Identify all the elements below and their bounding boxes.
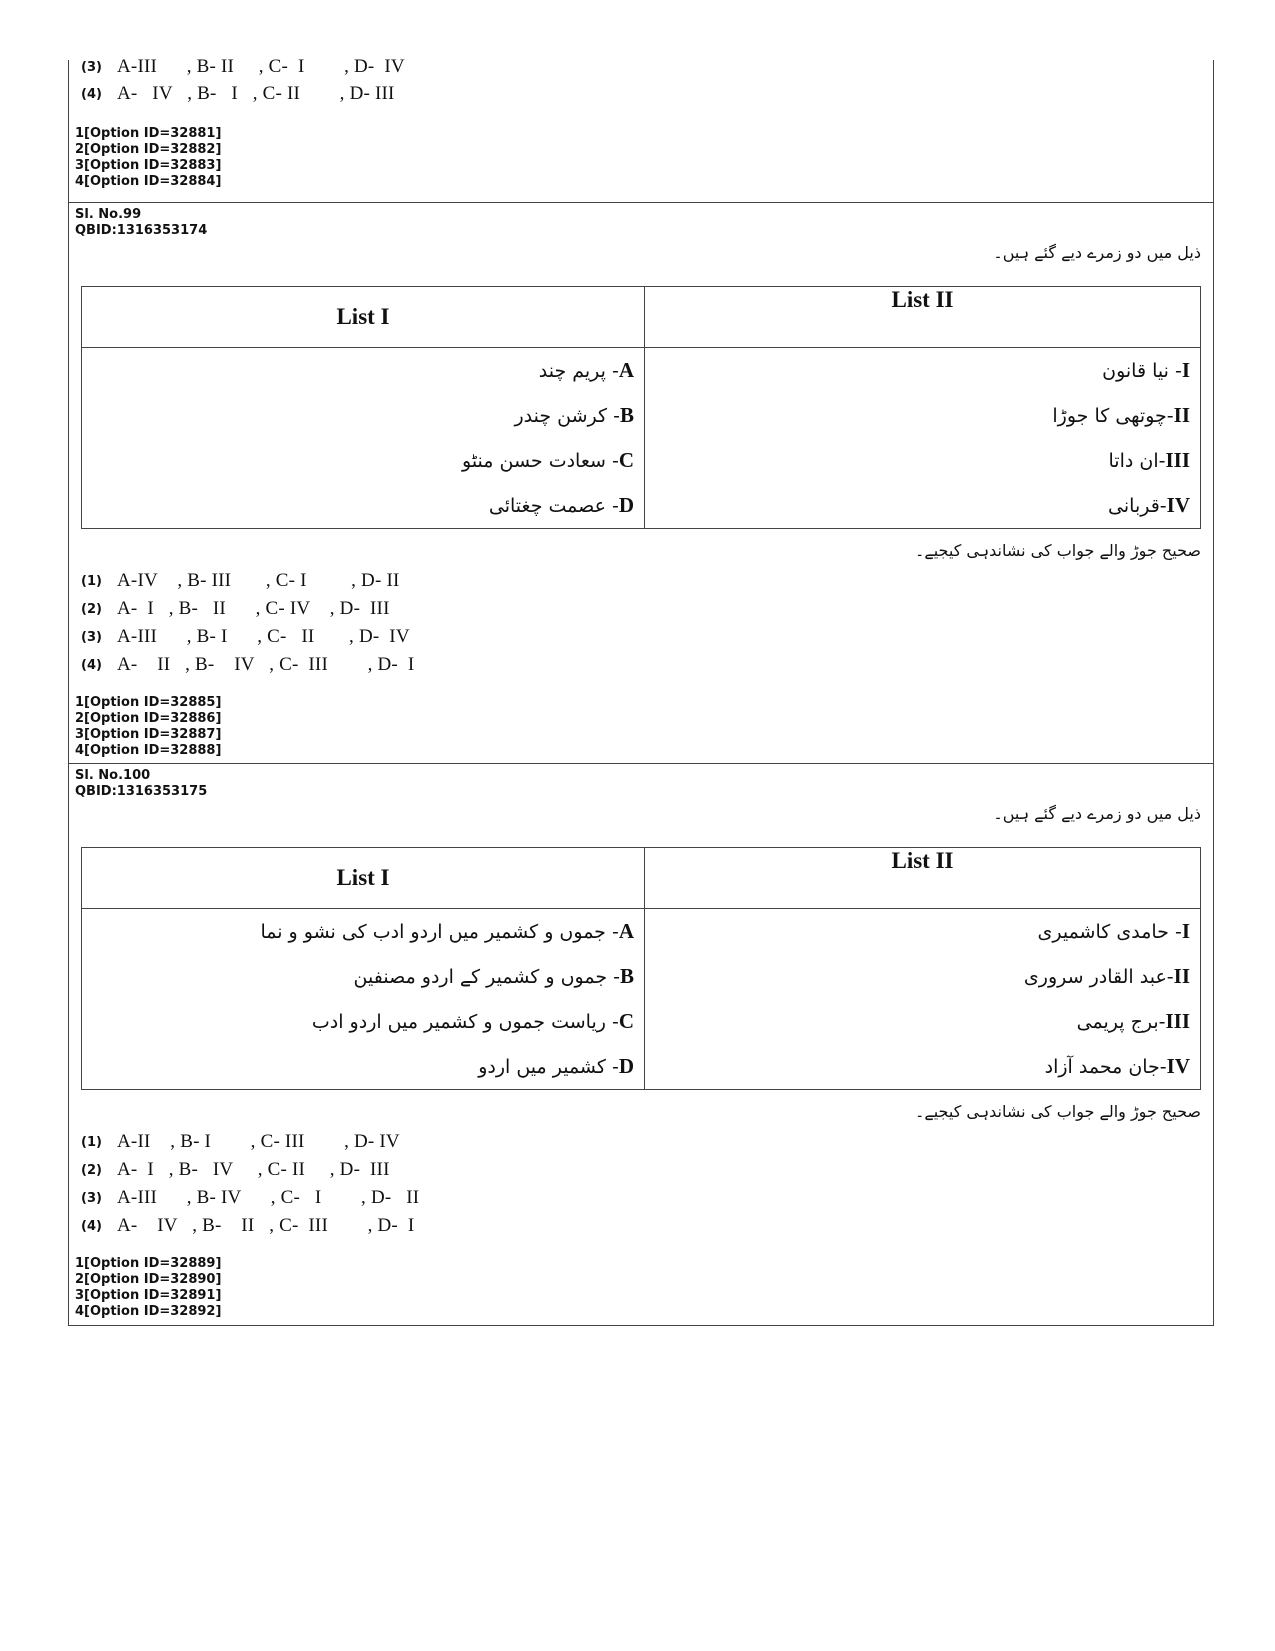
option-text: A-III , B- IV , C- I , D- II [117,1187,420,1208]
option-text: A- IV , B- II , C- III , D- I [117,1215,415,1236]
option-number: (1) [81,573,102,589]
option-id: 4[Option ID=32884] [75,174,222,189]
option-1[interactable] [81,1129,400,1155]
option-2[interactable] [81,1157,390,1183]
option-id: 4[Option ID=32888] [75,743,222,758]
option-id: 1[Option ID=32885] [75,695,222,710]
list1-item: C - ریاست جموں و کشمیر میں اردو ادب [311,1009,634,1033]
list1-column [82,348,645,529]
option-id-list [75,126,221,190]
match-table [81,847,1201,1090]
list1-item: C - سعادت حسن منٹو [462,448,634,472]
option-id: 1[Option ID=32889] [75,1256,222,1271]
option-number: (4) [81,86,102,102]
option-number: (2) [81,1162,102,1178]
question-instruction: صحیح جوڑ والے جواب کی نشاندہی کیجیے۔ [914,541,1201,560]
question-paper [68,56,1214,1326]
option-id-list [75,695,221,759]
option-text: A- IV , B- I , C- II , D- III [117,83,395,104]
option-3[interactable] [81,624,410,650]
list2-item: I - نیا قانون [1102,358,1190,382]
option-number: (3) [81,1190,102,1206]
option-id: 1[Option ID=32881] [75,126,222,141]
question-instruction: صحیح جوڑ والے جواب کی نشاندہی کیجیے۔ [914,1102,1201,1121]
option-3[interactable] [81,1185,419,1211]
list1-item: A - پریم چند [538,358,634,382]
list1-item: B - کرشن چندر [514,403,634,427]
match-table [81,286,1201,529]
option-number: (4) [81,1218,102,1234]
option-text: A-III , B- II , C- I , D- IV [117,56,405,77]
list1-item: D - کشمیر میں اردو [478,1054,634,1078]
option-id: 3[Option ID=32891] [75,1288,222,1303]
list2-column [645,909,1201,1090]
option-id: 3[Option ID=32883] [75,158,222,173]
qbid: QBID:1316353174 [75,223,208,238]
option-2[interactable] [81,596,390,622]
option-text: A-II , B- I , C- III , D- IV [117,1131,400,1152]
serial-number: Sl. No.99 [75,207,142,222]
option-number: (4) [81,657,102,673]
list2-header: List II [645,287,1201,348]
option-text: A- II , B- IV , C- III , D- I [117,654,415,675]
list2-item: II -عبد القادر سروری [1023,964,1190,988]
option-4[interactable] [81,1213,414,1239]
list2-item: III -برج پریمی [1076,1009,1190,1033]
qbid: QBID:1316353175 [75,784,208,799]
list2-item: IV -جان محمد آزاد [1044,1054,1190,1078]
option-id: 2[Option ID=32882] [75,142,222,157]
question-100 [69,764,1213,1325]
list1-column [82,909,645,1090]
serial-number: Sl. No.100 [75,768,151,783]
option-3[interactable] [81,54,405,80]
list2-item: IV -قربانی [1108,493,1190,517]
option-number: (3) [81,59,102,75]
list2-item: II -چوتھی کا جوڑا [1052,403,1190,427]
question-99 [69,203,1213,764]
option-text: A- I , B- II , C- IV , D- III [117,598,390,619]
list1-item: B - جموں و کشمیر کے اردو مصنفین [353,964,634,988]
question-intro: ذیل میں دو زمرے دیے گئے ہیں۔ [993,804,1201,823]
list2-item: III -ان داتا [1108,448,1190,472]
option-text: A- I , B- IV , C- II , D- III [117,1159,390,1180]
option-text: A-IV , B- III , C- I , D- II [117,570,400,591]
list1-header: List I [82,848,645,909]
list1-header: List I [82,287,645,348]
option-number: (1) [81,1134,102,1150]
option-number: (2) [81,601,102,617]
list2-header: List II [645,848,1201,909]
question-header [75,207,207,239]
list2-column [645,348,1201,529]
list2-item: I - حامدی کاشمیری [1037,919,1190,943]
option-id-list [75,1256,221,1320]
list1-item: D - عصمت چغتائی [488,493,634,517]
option-4[interactable] [81,81,395,107]
option-text: A-III , B- I , C- II , D- IV [117,626,410,647]
option-id: 2[Option ID=32886] [75,711,222,726]
question-intro: ذیل میں دو زمرے دیے گئے ہیں۔ [993,243,1201,262]
option-1[interactable] [81,568,400,594]
question-98-tail [69,56,1213,203]
option-4[interactable] [81,652,414,678]
option-id: 4[Option ID=32892] [75,1304,222,1319]
option-id: 2[Option ID=32890] [75,1272,222,1287]
option-number: (3) [81,629,102,645]
question-header [75,768,207,800]
list1-item: A - جموں و کشمیر میں اردو ادب کی نشو و نما [260,919,634,943]
option-id: 3[Option ID=32887] [75,727,222,742]
